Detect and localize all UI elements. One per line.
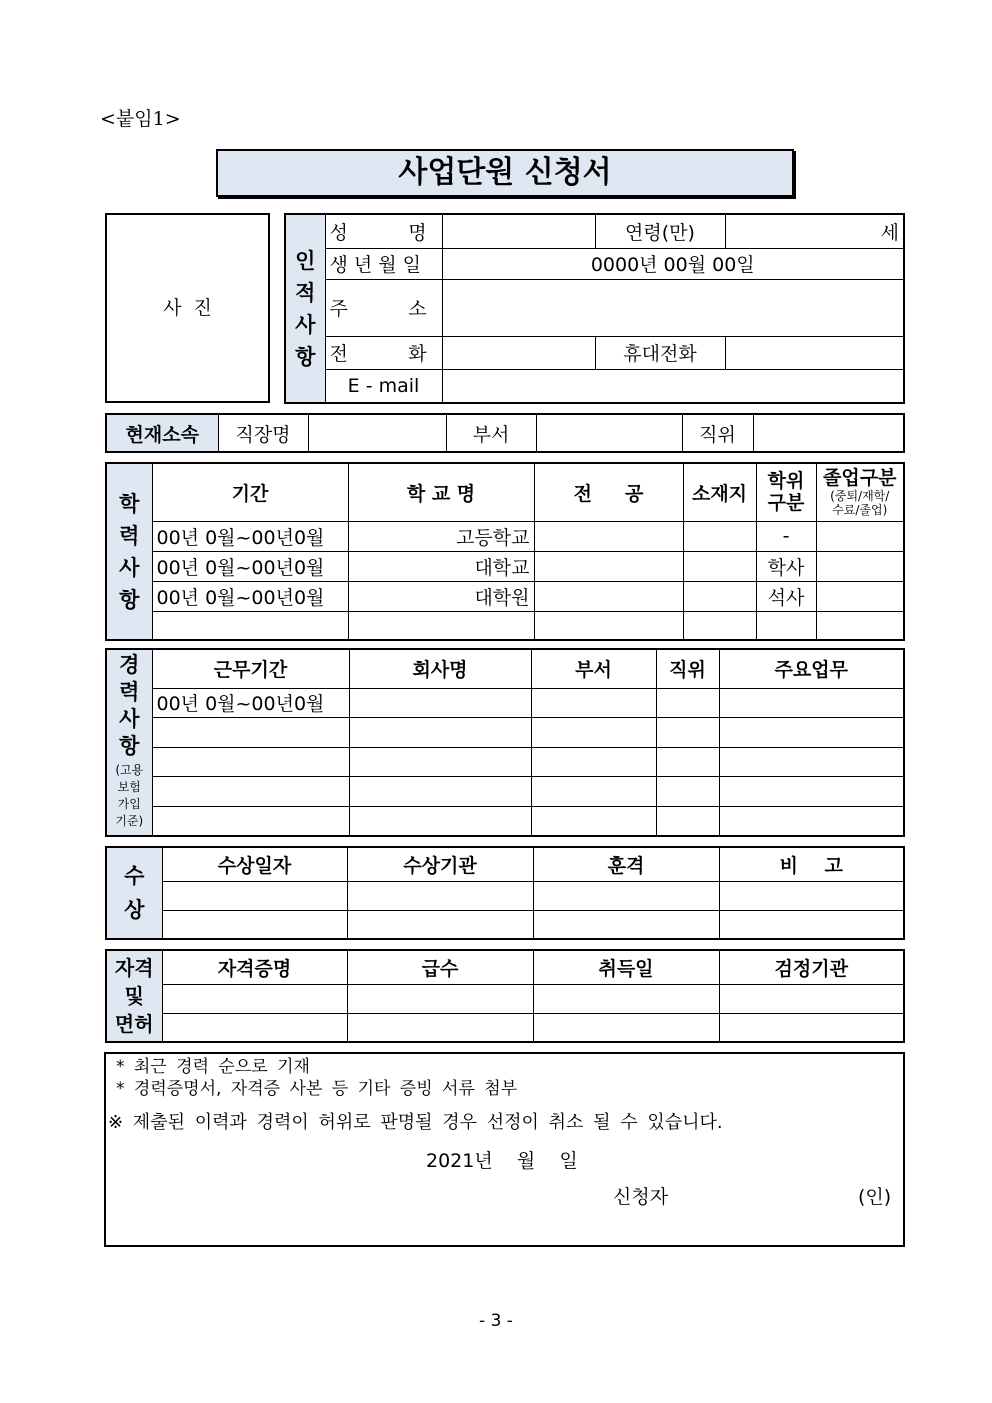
award-header-grade: 훈격: [533, 847, 719, 881]
table-row: [106, 717, 904, 747]
dept-label: 부서: [446, 414, 536, 452]
career-section-title: 경 력 사 항: [119, 653, 140, 758]
career-period-cell[interactable]: [152, 747, 349, 776]
table-row: [106, 910, 904, 939]
table-row: [106, 551, 904, 581]
attachment-label: <붙임1>: [100, 108, 181, 130]
edu-school-cell[interactable]: 대학원: [348, 581, 534, 611]
license-org-cell[interactable]: [719, 984, 904, 1013]
career-company-cell[interactable]: [349, 688, 531, 717]
award-grade-cell[interactable]: [533, 910, 719, 939]
license-name-cell[interactable]: [162, 1013, 347, 1042]
edu-major-cell[interactable]: [534, 521, 683, 551]
license-name-cell[interactable]: [162, 984, 347, 1013]
career-period-cell[interactable]: 00년 0월~00년0월: [152, 688, 349, 717]
affiliation-table: [105, 413, 905, 453]
position-label: 직위: [682, 414, 753, 452]
career-company-cell[interactable]: [349, 747, 531, 776]
personal-info-table: [284, 213, 905, 404]
name-label: 성 명: [325, 214, 442, 248]
award-date-cell[interactable]: [162, 881, 347, 910]
company-label: 직장명: [218, 414, 308, 452]
edu-degree-cell[interactable]: 석사: [756, 581, 816, 611]
education-table: [105, 462, 905, 641]
name-field[interactable]: [442, 214, 595, 248]
phone-field[interactable]: [442, 336, 595, 369]
edu-grad-cell[interactable]: [816, 551, 904, 581]
edu-degree-cell[interactable]: [756, 611, 816, 640]
edu-period-cell[interactable]: [152, 611, 348, 640]
address-field[interactable]: [442, 279, 904, 336]
career-table: [105, 648, 905, 837]
table-row: [106, 747, 904, 776]
birth-field[interactable]: 0000년 00월 00일: [442, 248, 904, 279]
edu-header-grad-label: 졸업구분: [823, 467, 897, 490]
licenses-table: [105, 949, 905, 1043]
license-date-cell[interactable]: [533, 984, 719, 1013]
seal-label[interactable]: (인): [858, 1186, 892, 1208]
edu-major-cell[interactable]: [534, 611, 683, 640]
career-dept-cell[interactable]: [531, 776, 656, 806]
award-date-cell[interactable]: [162, 910, 347, 939]
career-dept-cell[interactable]: [531, 747, 656, 776]
career-header-duty: 주요업무: [719, 649, 904, 688]
email-field[interactable]: [442, 369, 904, 403]
license-header-org: 검정기관: [719, 950, 904, 984]
award-note-cell[interactable]: [719, 881, 904, 910]
edu-header-location: 소재지: [683, 463, 756, 521]
career-section-note: (고용 보험 가입 기준): [115, 763, 144, 828]
career-duty-cell[interactable]: [719, 717, 904, 747]
career-duty-cell[interactable]: [719, 688, 904, 717]
edu-school-cell[interactable]: [348, 611, 534, 640]
address-label: 주 소: [325, 279, 442, 336]
career-dept-cell[interactable]: [531, 806, 656, 836]
license-grade-cell[interactable]: [347, 984, 533, 1013]
license-header-date: 취득일: [533, 950, 719, 984]
applicant-label: 신청자: [613, 1186, 669, 1208]
edu-period-cell[interactable]: 00년 0월~00년0월: [152, 581, 348, 611]
career-header-period: 근무기간: [152, 649, 349, 688]
edu-header-grad-note: (중퇴/재학/ 수료/졸업): [830, 489, 890, 518]
edu-grad-cell[interactable]: [816, 581, 904, 611]
license-header-grade: 급수: [347, 950, 533, 984]
award-header-date: 수상일자: [162, 847, 347, 881]
table-row: [106, 521, 904, 551]
edu-location-cell[interactable]: [683, 521, 756, 551]
career-section-label: [106, 649, 152, 836]
dept-field[interactable]: [536, 414, 682, 452]
photo-label: 사 진: [163, 297, 212, 319]
table-row: [106, 688, 904, 717]
age-unit: 세: [880, 221, 899, 244]
edu-location-cell[interactable]: [683, 611, 756, 640]
edu-header-period: 기간: [152, 463, 348, 521]
license-date-cell[interactable]: [533, 1013, 719, 1042]
warning-line: ※ 제출된 이력과 경력이 허위로 판명될 경우 선정이 취소 될 수 있습니다.: [108, 1112, 723, 1133]
edu-school-cell[interactable]: 대학교: [348, 551, 534, 581]
affiliation-section-label: 현재소속: [106, 414, 218, 452]
edu-period-cell[interactable]: 00년 0월~00년0월: [152, 521, 348, 551]
edu-grad-cell[interactable]: [816, 611, 904, 640]
career-company-cell[interactable]: [349, 806, 531, 836]
table-row: [106, 806, 904, 836]
photo-box[interactable]: [105, 213, 270, 403]
edu-degree-cell[interactable]: 학사: [756, 551, 816, 581]
date-line: 2021년 월 일: [426, 1150, 578, 1172]
career-dept-cell[interactable]: [531, 717, 656, 747]
award-org-cell[interactable]: [347, 881, 533, 910]
career-position-cell[interactable]: [656, 747, 719, 776]
awards-section-label: 수 상: [106, 847, 162, 939]
award-header-note: 비 고: [719, 847, 904, 881]
page-title: 사업단원 신청서: [216, 149, 794, 197]
edu-degree-cell[interactable]: -: [756, 521, 816, 551]
career-period-cell[interactable]: [152, 776, 349, 806]
license-header-name: 자격증명: [162, 950, 347, 984]
career-header-position: 직위: [656, 649, 719, 688]
award-org-cell[interactable]: [347, 910, 533, 939]
career-dept-cell[interactable]: [531, 688, 656, 717]
career-duty-cell[interactable]: [719, 776, 904, 806]
career-header-dept: 부서: [531, 649, 656, 688]
edu-school-cell[interactable]: 고등학교: [348, 521, 534, 551]
age-label: 연령(만): [595, 214, 725, 248]
table-row: [106, 1013, 904, 1042]
license-org-cell[interactable]: [719, 1013, 904, 1042]
edu-period-cell[interactable]: 00년 0월~00년0월: [152, 551, 348, 581]
phone-label: 전 화: [325, 336, 442, 369]
career-period-cell[interactable]: [152, 806, 349, 836]
table-row: [106, 881, 904, 910]
career-position-cell[interactable]: [656, 717, 719, 747]
table-row: [106, 776, 904, 806]
career-duty-cell[interactable]: [719, 747, 904, 776]
email-label: E - mail: [325, 369, 442, 403]
note-line-1: * 최근 경력 순으로 기재: [116, 1057, 310, 1077]
edu-header-school: 학 교 명: [348, 463, 534, 521]
mobile-field[interactable]: [725, 336, 904, 369]
page-number: - 3 -: [479, 1311, 513, 1331]
edu-location-cell[interactable]: [683, 581, 756, 611]
personal-section-label: 인 적 사 항: [285, 214, 325, 403]
company-field[interactable]: [308, 414, 446, 452]
career-company-cell[interactable]: [349, 717, 531, 747]
mobile-label: 휴대전화: [595, 336, 725, 369]
career-period-cell[interactable]: [152, 717, 349, 747]
position-field[interactable]: [753, 414, 904, 452]
edu-location-cell[interactable]: [683, 551, 756, 581]
edu-header-degree: 학위 구분: [756, 463, 816, 521]
edu-major-cell[interactable]: [534, 581, 683, 611]
awards-table: [105, 846, 905, 940]
edu-header-grad: [816, 463, 904, 521]
edu-major-cell[interactable]: [534, 551, 683, 581]
table-row: [106, 581, 904, 611]
career-company-cell[interactable]: [349, 776, 531, 806]
career-position-cell[interactable]: [656, 776, 719, 806]
career-header-company: 회사명: [349, 649, 531, 688]
age-field[interactable]: [725, 214, 904, 248]
edu-grad-cell[interactable]: [816, 521, 904, 551]
licenses-section-label: 자격 및 면허: [106, 950, 162, 1042]
birth-label: 생 년 월 일: [325, 248, 442, 279]
award-header-org: 수상기관: [347, 847, 533, 881]
education-section-label: 학 력 사 항: [106, 463, 152, 640]
edu-header-major: 전 공: [534, 463, 683, 521]
award-note-cell[interactable]: [719, 910, 904, 939]
career-position-cell[interactable]: [656, 688, 719, 717]
license-grade-cell[interactable]: [347, 1013, 533, 1042]
table-row: [106, 984, 904, 1013]
note-line-2: * 경력증명서, 자격증 사본 등 기타 증빙 서류 첨부: [116, 1079, 518, 1099]
career-duty-cell[interactable]: [719, 806, 904, 836]
table-row: [106, 611, 904, 640]
career-position-cell[interactable]: [656, 806, 719, 836]
award-grade-cell[interactable]: [533, 881, 719, 910]
